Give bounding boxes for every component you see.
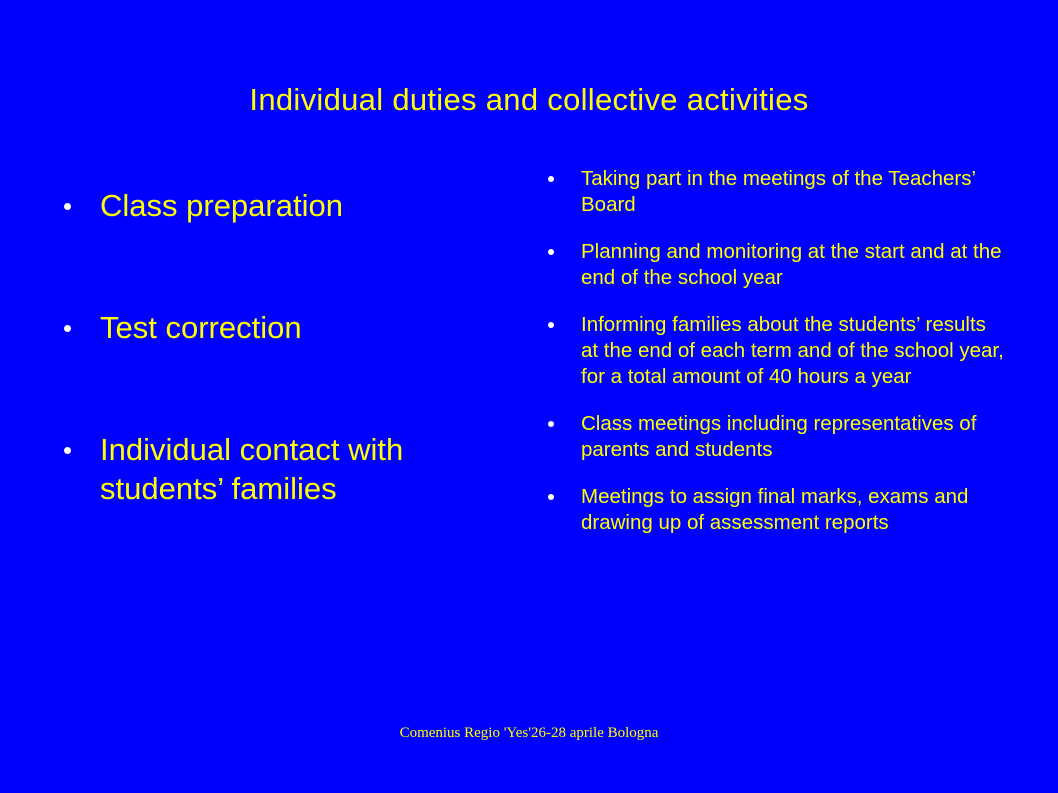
collective-activities-list xyxy=(546,166,1006,536)
list-item xyxy=(546,312,1006,390)
list-item-text: Class meetings including representatives of parents and students xyxy=(581,412,977,461)
list-item xyxy=(62,186,502,225)
list-item-text: Taking part in the meetings of the Teachers’ Board xyxy=(581,167,976,216)
list-item xyxy=(62,430,502,508)
list-item-text: Informing families about the students’ results at the end of each term and of the school year, for a total amount of 40 hours a year xyxy=(581,313,1004,388)
list-item xyxy=(62,308,502,347)
list-item xyxy=(546,411,1006,463)
list-item xyxy=(546,239,1006,291)
list-item-text: Planning and monitoring at the start and at the end of the school year xyxy=(581,240,1002,289)
list-item-text: Class preparation xyxy=(100,188,343,223)
list-item-text: Meetings to assign final marks, exams and drawing up of assessment reports xyxy=(581,485,969,534)
list-item xyxy=(546,166,1006,218)
list-item-text: Test correction xyxy=(100,310,302,345)
list-item-text: Individual contact with students’ families xyxy=(100,432,404,506)
bullet-icon xyxy=(548,494,554,500)
bullet-icon xyxy=(64,203,71,210)
bullet-icon xyxy=(548,421,554,427)
bullet-icon xyxy=(64,447,71,454)
bullet-icon xyxy=(548,176,554,182)
individual-duties-list xyxy=(62,186,502,508)
bullet-icon xyxy=(548,249,554,255)
slide-footer: Comenius Regio 'Yes'26-28 aprile Bologna xyxy=(399,725,659,741)
bullet-icon xyxy=(548,322,554,328)
list-item xyxy=(546,484,1006,536)
bullet-icon xyxy=(64,325,71,332)
slide-title: Individual duties and collective activities xyxy=(249,82,809,117)
